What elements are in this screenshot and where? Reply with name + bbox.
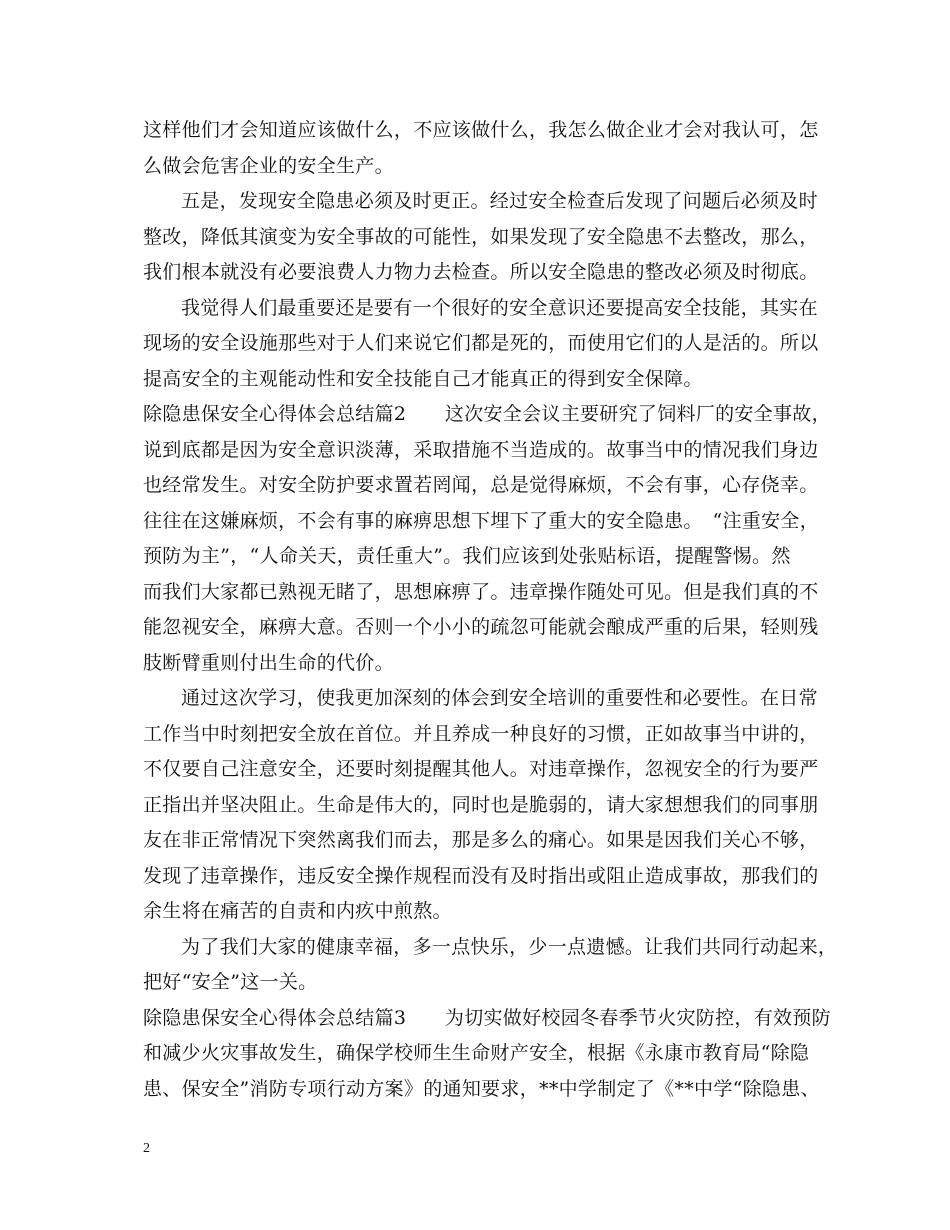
body-line-5: 我们根本就没有必要浪费人力物力去检查。所以安全隐患的整改必须及时彻底。	[143, 261, 819, 283]
body-line-18: 工作当中时刻把安全放在首位。并且养成一种良好的习惯，正如故事当中讲的，	[143, 723, 819, 745]
body-line-22: 发现了违章操作，违反安全操作规程而没有及时指出或阻止造成事故，那我们的	[143, 865, 819, 887]
body-line-1: 这样他们才会知道应该做什么，不应该做什么，我怎么做企业才会对我认可，怎	[143, 119, 819, 141]
body-line-11: 也经常发生。对安全防护要求置若罔闻，总是觉得麻烦，不会有事，心存侥幸。	[143, 474, 819, 496]
body-line-28: 患、保安全”消防专项行动方案》的通知要求，**中学制定了《**中学“除隐患、	[143, 1078, 820, 1100]
page-number: 2	[143, 1141, 150, 1156]
body-line-19: 不仅要自己注意安全，还要时刻提醒其他人。对违章操作，忽视安全的行为要严	[143, 758, 819, 780]
body-line-21: 友在非正常情况下突然离我们而去，那是多么的痛心。如果是因我们关心不够，	[143, 829, 819, 851]
body-line-10: 说到底都是因为安全意识淡薄，采取措施不当造成的。故事当中的情况我们身边	[143, 439, 819, 461]
body-line-15: 能忽视安全，麻痹大意。否则一个小小的疏忽可能就会酿成严重的后果，轻则残	[143, 616, 819, 638]
body-line-7: 现场的安全设施那些对于人们来说它们都是死的，而使用它们的人是活的。所以	[143, 332, 819, 354]
body-line-14: 而我们大家都已熟视无睹了，思想麻痹了。违章操作随处可见。但是我们真的不	[143, 581, 819, 603]
body-line-4: 整改，降低其演变为安全事故的可能性，如果发现了安全隐患不去整改，那么，	[143, 226, 819, 248]
body-line-23: 余生将在痛苦的自责和内疚中煎熬。	[143, 900, 452, 922]
body-line-13: 预防为主”，“人命关天，责任重大”。我们应该到处张贴标语，提醒警惕。然	[143, 545, 791, 567]
body-line-27: 和减少火灾事故发生，确保学校师生生命财产安全，根据《永康市教育局“除隐	[143, 1042, 810, 1064]
paragraph-first-line: 通过这次学习，使我更加深刻的体会到安全培训的重要性和必要性。在日常	[181, 687, 818, 709]
section-heading-line: 除隐患保安全心得体会总结篇2 这次安全会议主要研究了饲料厂的安全事故，	[143, 403, 831, 425]
body-line-16: 肢断臂重则付出生命的代价。	[143, 652, 394, 674]
paragraph-first-line: 我觉得人们最重要还是要有一个很好的安全意识还要提高安全技能，其实在	[181, 297, 818, 319]
body-line-25: 把好“安全”这一关。	[143, 971, 318, 993]
paragraph-first-line: 为了我们大家的健康幸福，多一点快乐，少一点遗憾。让我们共同行动起来，	[181, 936, 838, 958]
paragraph-first-line: 五是，发现安全隐患必须及时更正。经过安全检查后发现了问题后必须及时	[181, 190, 818, 212]
body-line-2: 么做会危害企业的安全生产。	[143, 155, 394, 177]
section-heading-line: 除隐患保安全心得体会总结篇3 为切实做好校园冬春季节火灾防控，有效预防	[143, 1007, 831, 1029]
body-line-8: 提高安全的主观能动性和安全技能自己才能真正的得到安全保障。	[143, 368, 703, 390]
body-line-12: 往往在这嫌麻烦，不会有事的麻痹思想下埋下了重大的安全隐患。 “注重安全，	[143, 510, 820, 532]
body-line-20: 正指出并坚决阻止。生命是伟大的，同时也是脆弱的，请大家想想我们的同事朋	[143, 794, 819, 816]
